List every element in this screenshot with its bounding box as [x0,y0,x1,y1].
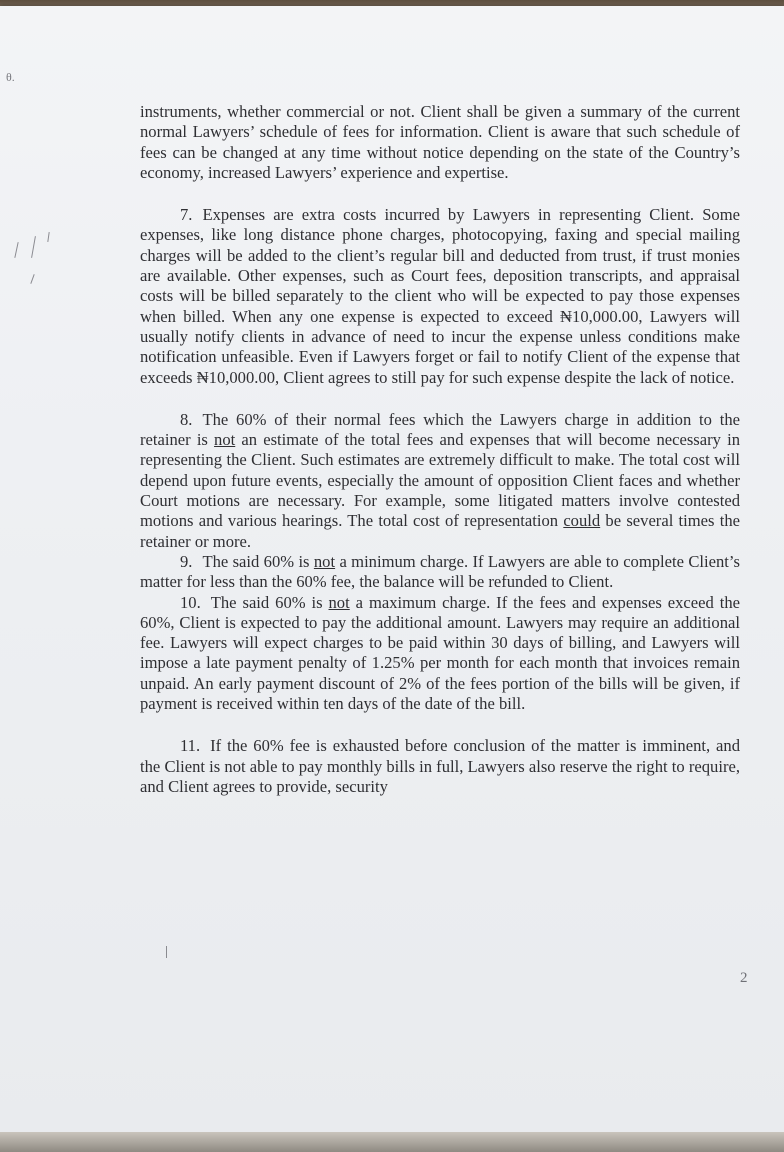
underlined-word: not [214,430,236,450]
margin-mark [31,236,36,258]
section-text: If the 60% fee is exhausted before conclusion of the matter is imminent, and the Client is not able to pay monthly bills in full, Lawyers also reserve the right to require, and Client agrees to provide, security [140,736,740,796]
section-text: be several times the retainer or more. [140,511,741,551]
section-number: 9. [180,551,193,571]
underlined-word: not [328,592,350,612]
section-text: The said 60% is [202,551,314,571]
section-text: Expenses are extra costs incurred by Lawyers in representing Client. Some expenses, like long distance phone charges, photocopying, faxing and special mailing charges will be added to the client’s regular bill and deducted from trust, if trust monies are available. Other expenses, such as Court fees, deposition transcripts, and appraisal costs will be billed separately to the client who will be expected to pay those expenses when billed. When any one expense is expected to exceed ₦10,000.00, Lawyers will usually notify clients in advance of need to incur the expense unless conditions make notification unfeasible. Even if Lawyers forget or fail to notify Client of the expense that exceeds ₦10,000.00, Client agrees to still pay for such expense despite the lack of notice. [140,205,740,387]
margin-mark: θ. [6,70,15,84]
document-page [0,6,784,1136]
section-number: 7. [180,205,193,225]
section-text: a minimum charge. If Lawyers are able to complete Client’s matter for less than the 60% fee, the balance will be refunded to Client. [140,551,740,592]
section-number: 10. [180,592,201,612]
underlined-word: not [313,551,336,571]
underlined-word: could [563,511,601,531]
section-11 [140,736,740,797]
margin-mark [14,242,18,258]
section-number: 11. [180,736,201,756]
document-body [140,102,740,797]
background-edge [0,1132,784,1152]
section-7 [140,205,740,388]
section-8 [140,410,740,552]
paragraph-continuation: instruments, whether commercial or not. Client shall be given a summary of the current normal Lawyers’ schedule of fees for information. Client is aware that such schedule of fees can be changed at any time without notice depending on the state of the Country’s economy, increased Lawyers’ experience and expertise. [140,102,740,182]
section-10 [140,593,740,715]
section-9 [140,552,740,593]
section-number: 8. [180,409,193,429]
section-text: an estimate of the total fees and expenses that will become necessary in representing the Client. Such estimates are extremely difficult to make. The total cost will depend upon future events, especially the amount of opposition Client faces and whether Court motions are necessary. For example, some litigated matters involve contested motions and various hearings. The total cost of representation [140,430,740,531]
margin-mark [30,274,34,284]
section-text: The said 60% is [210,592,329,612]
section-text: The 60% of their normal fees which the Lawyers charge in addition to the retainer is [140,409,740,450]
margin-mark [47,232,49,242]
margin-mark [166,946,167,958]
section-text: a maximum charge. If the fees and expenses exceed the 60%, Client is expected to pay the additional amount. Lawyers may require an additional fee. Lawyers will expect charges to be paid within 30 days of billing, and Lawyers will impose a late payment penalty of 1.25% per month for each month that invoices remain unpaid. An early payment discount of 2% of the fees portion of the bills will be given, if payment is received within ten days of the date of the bill. [140,592,740,714]
page-number: 2 [740,970,748,986]
